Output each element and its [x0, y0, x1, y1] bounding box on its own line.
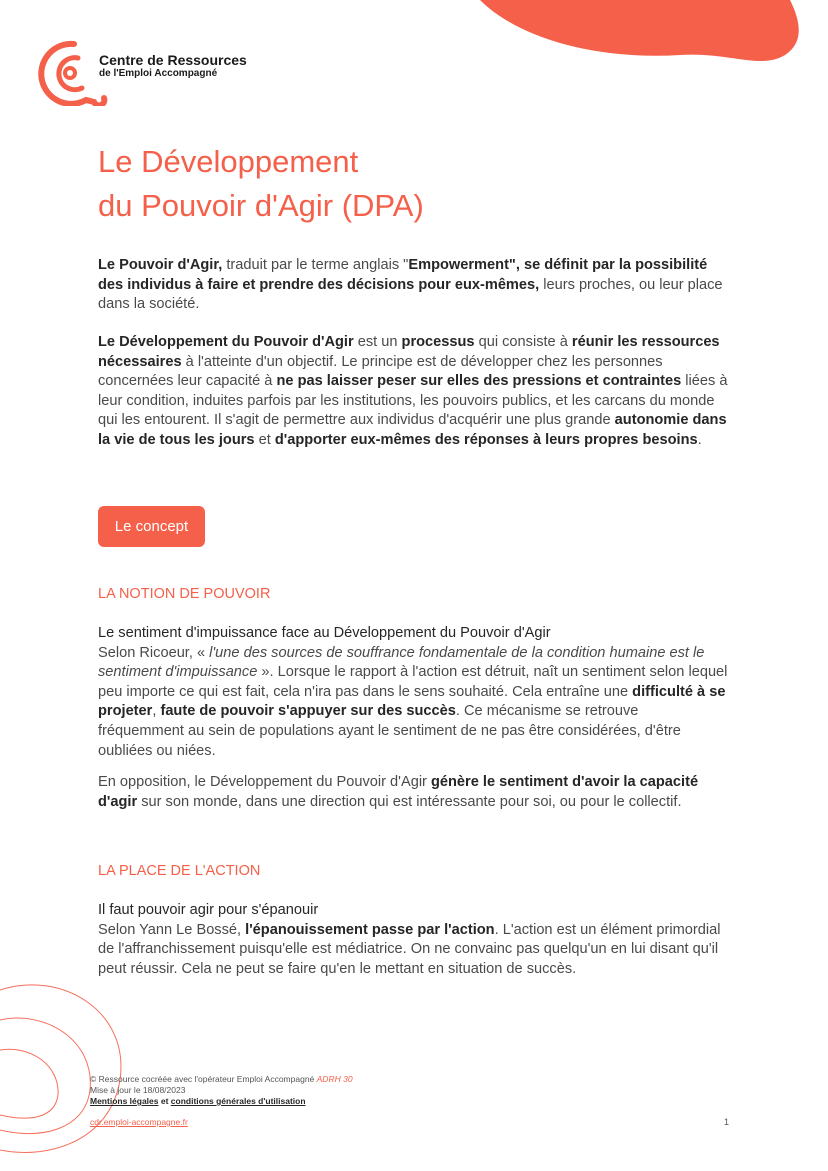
pouvoir-paragraph: [98, 624, 728, 761]
section-heading-pouvoir: LA NOTION DE POUVOIR: [98, 586, 271, 602]
pouvoir-bold-2: faute de pouvoir s'appuyer sur des succès: [160, 703, 456, 720]
intro-bold-1: Le Pouvoir d'Agir,: [98, 257, 223, 273]
dpa-text-2: qui consiste à: [474, 334, 572, 350]
section-heading-action: LA PLACE DE L'ACTION: [98, 863, 261, 879]
intro-bold-2: Empowerment", se définit par la possibilité des individus à faire et prendre des décisions pour eux-mêmes,: [98, 257, 708, 293]
dpa-bold-5: autonomie dans la vie de tous les jours: [98, 412, 727, 448]
footer-updated: Mise à jour le 18/08/2023: [90, 1085, 186, 1095]
dpa-bold-1: Le Développement du Pouvoir d'Agir: [98, 334, 354, 350]
title-line-2: du Pouvoir d'Agir (DPA): [98, 188, 424, 223]
opposition-bold-1: génère le sentiment d'avoir la capacité d'agir: [98, 774, 699, 810]
title-line-1: Le Développement: [98, 144, 359, 179]
concept-button[interactable]: Le concept: [98, 506, 205, 547]
legal-mentions-link[interactable]: Mentions légales: [90, 1096, 159, 1106]
action-bold-1: l'épanouissement passe par l'action: [245, 921, 495, 938]
pouvoir-text-2: ». Lorsque le rapport à l'action est détruit, naît un sentiment selon lequel peu importe ce qui est fait, cela n'ira pas dans le sens souhaité. Cela entraîne une: [98, 664, 728, 700]
dpa-text-6: .: [697, 431, 702, 448]
pouvoir-text-4: . Ce mécanisme se retrouve fréquemment au sein de populations ayant le sentiment de ne pas être considérées, d'être oubliées ou niées.: [98, 703, 681, 759]
pouvoir-quote: l'une des sources de souffrance fondamentale de la condition humaine est le sentiment d'impuissance: [98, 644, 705, 681]
brand-name: [99, 52, 247, 80]
intro-paragraph: [98, 256, 728, 315]
page-number: 1: [724, 1117, 730, 1127]
dpa-bold-4: ne pas laisser peser sur elles des pressions et contraintes: [276, 373, 682, 390]
brand-line-1: Centre de Ressources: [99, 52, 247, 68]
pouvoir-bold-1: difficulté à se projeter: [98, 683, 726, 720]
pouvoir-text-1: Selon Ricoeur, «: [98, 644, 210, 661]
brand-line-2: de l'Emploi Accompagné: [99, 68, 218, 79]
dpa-paragraph: [98, 333, 728, 451]
cgu-link[interactable]: conditions générales d'utilisation: [170, 1096, 306, 1106]
action-subheading: Il faut pouvoir agir pour s'épanouir: [98, 902, 319, 918]
pouvoir-text-3: ,: [152, 703, 161, 720]
opposition-text-1: En opposition, le Développement du Pouvoir d'Agir: [98, 774, 431, 790]
dpa-text-4: liées à leur condition, induites parfois par les institutions, les pouvoirs publics, et les carcans du monde qui les entourent. Il s'agit de permettre aux individus d'acquérir une plus grande: [98, 373, 728, 429]
footer-credit: [90, 1074, 353, 1085]
dpa-bold-6: d'apporter eux-mêmes des réponses à leurs propres besoins: [274, 431, 698, 448]
action-paragraph: [98, 901, 728, 979]
dpa-bold-3: réunir les ressources nécessaires: [98, 334, 720, 370]
intro-text-2: leurs proches, ou leur place dans la société.: [98, 276, 723, 313]
intro-text-1: traduit par le terme anglais ": [222, 257, 409, 273]
footer-legal: [90, 1096, 306, 1107]
opposition-paragraph: [98, 773, 728, 812]
footer-credit-org: ADRH 30: [316, 1074, 353, 1084]
footer-legal-and: et: [158, 1096, 171, 1106]
decorative-curves: [0, 950, 150, 1171]
action-text-1: Selon Yann Le Bossé,: [98, 921, 246, 938]
action-text-2: . L'action est un élément primordial de l'affranchissement puisqu'elle est médiatrice. On ne convainc pas quelqu'un en lui disant qu'il peut réussir. Cela ne peut se faire qu'en le mettant en situation de succès.: [98, 921, 721, 977]
dpa-text-5: et: [254, 431, 275, 448]
pouvoir-subheading: Le sentiment d'impuissance face au Développement du Pouvoir d'Agir: [98, 625, 551, 641]
dpa-text-3: à l'atteinte d'un objectif. Le principe est de développer chez les personnes concernées leur capacité à: [98, 353, 663, 390]
footer-credit-text: © Ressource cocréée avec l'opérateur Emploi Accompagné: [90, 1074, 317, 1084]
site-link[interactable]: cdr.emploi-accompagne.fr: [90, 1117, 188, 1127]
page-title: [98, 140, 424, 228]
dpa-text-1: est un: [353, 334, 402, 350]
dpa-bold-2: processus: [401, 334, 475, 350]
opposition-text-2: sur son monde, dans une direction qui est intéressante pour soi, ou pour le collectif.: [137, 793, 682, 810]
